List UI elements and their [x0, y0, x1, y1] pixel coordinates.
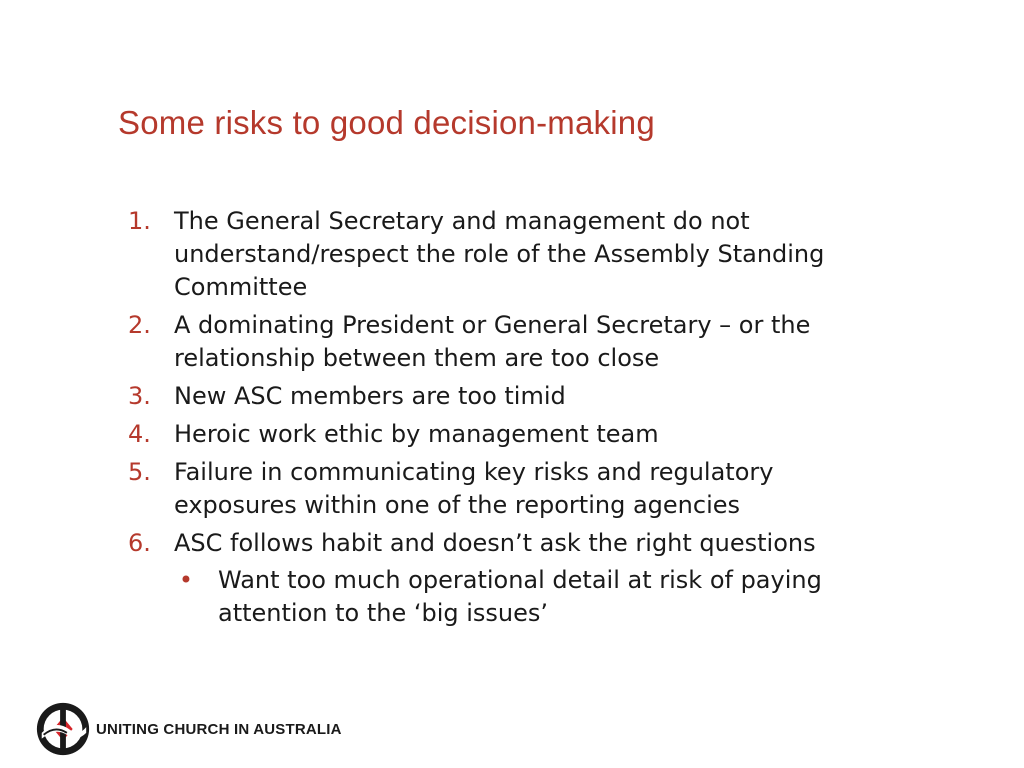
slide-title: Some risks to good decision-making [118, 104, 655, 141]
list-item [128, 418, 898, 451]
list-item [128, 456, 898, 522]
list-text: New ASC members are too timid [174, 382, 566, 410]
sub-list-item [174, 564, 898, 630]
bullet-icon: • [178, 566, 194, 594]
list-item [128, 527, 898, 630]
footer [34, 700, 342, 758]
list-number: 5. [128, 458, 151, 486]
list-item [128, 380, 898, 413]
list-number: 6. [128, 529, 151, 557]
sub-list-text: Want too much operational detail at risk of paying attention to the ‘big issues’ [218, 566, 822, 627]
list-number: 4. [128, 420, 151, 448]
list-text: Failure in communicating key risks and regulatory exposures within one of the reporting agencies [174, 458, 774, 519]
list-number: 2. [128, 311, 151, 339]
list-text: Heroic work ethic by management team [174, 420, 659, 448]
list-text: A dominating President or General Secretary – or the relationship between them are too close [174, 311, 811, 372]
list-number: 1. [128, 207, 151, 235]
list-item [128, 309, 898, 375]
list-item [128, 205, 898, 304]
list-number: 3. [128, 382, 151, 410]
risk-list [128, 205, 898, 635]
list-text: ASC follows habit and doesn’t ask the right questions [174, 529, 816, 557]
uniting-church-logo-icon [34, 700, 92, 758]
list-text: The General Secretary and management do not understand/respect the role of the Assembly Standing Committee [174, 207, 825, 301]
sub-list [174, 564, 898, 630]
list-text-group [174, 527, 898, 630]
org-name: UNITING CHURCH IN AUSTRALIA [96, 720, 342, 738]
